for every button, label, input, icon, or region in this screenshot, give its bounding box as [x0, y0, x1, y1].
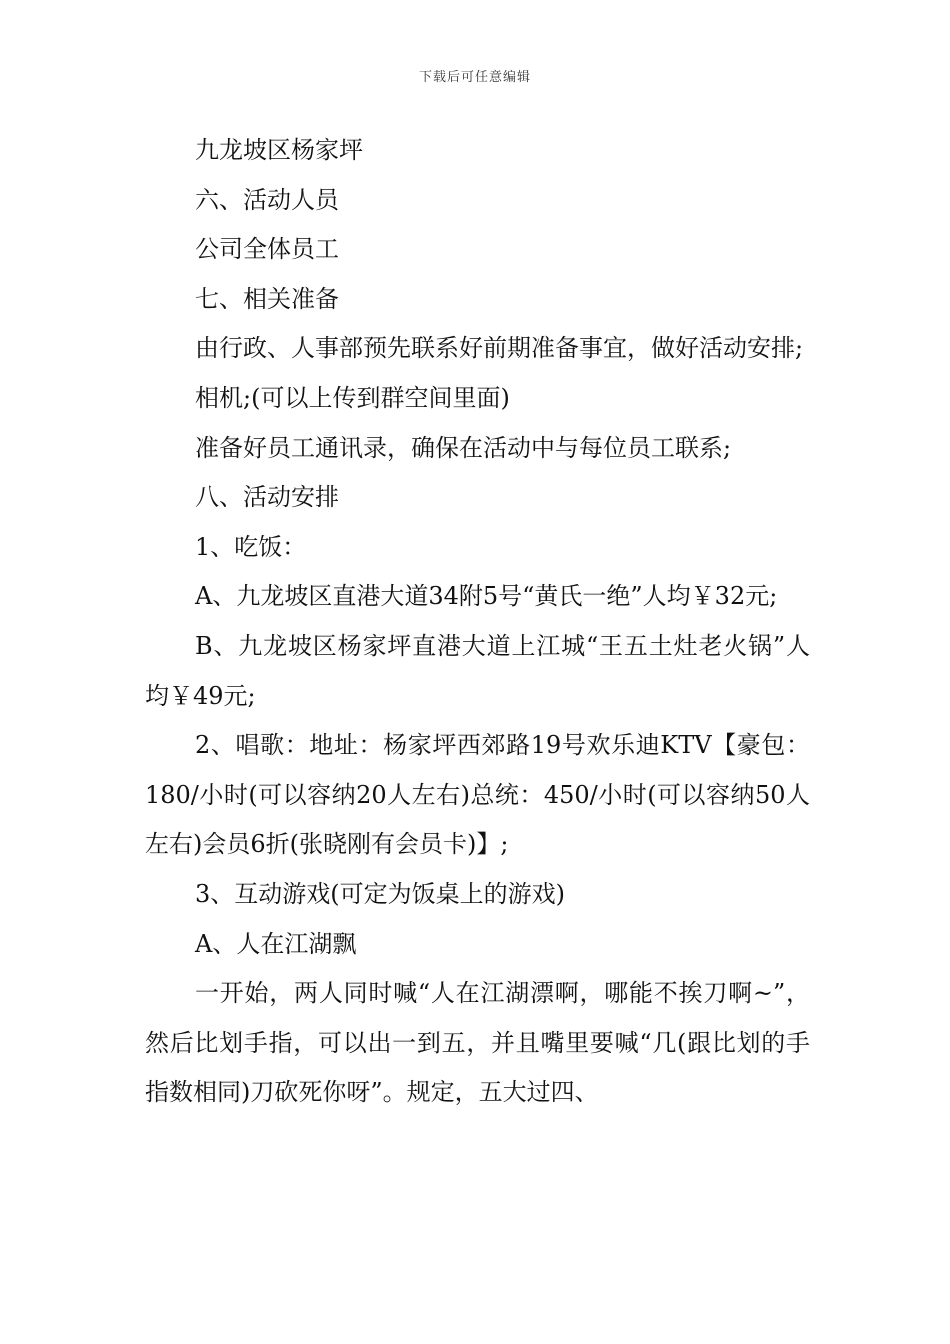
paragraph-participants: 公司全体员工 [195, 235, 339, 264]
paragraph-game-a-rules: 一开始，两人同时喊“人在江湖漂啊，哪能不挨刀啊~”，然后比划手指，可以出一到五，并且嘴里要喊“几(跟比划的手指数相同)刀砍死你呀”。规定，五大过四、 [145, 979, 810, 1107]
document-body [145, 126, 810, 1118]
subheading-game-a: A、人在江湖飘 [195, 929, 357, 958]
paragraph-location: 九龙坡区杨家坪 [195, 136, 363, 164]
paragraph-preparation-admin: 由行政、人事部预先联系好前期准备事宜，做好活动安排; [195, 334, 804, 363]
subheading-games: 3、互动游戏(可定为饭桌上的游戏) [195, 879, 565, 908]
paragraph-preparation-contacts: 准备好员工通讯录，确保在活动中与每位员工联系; [195, 433, 732, 462]
paragraph-preparation-camera: 相机;(可以上传到群空间里面) [195, 383, 510, 412]
paragraph-singing: 2、唱歌：地址：杨家坪西郊路19号欢乐迪KTV【豪包：180/小时(可以容纳20人左右)总统：450/小时(可以容纳50人左右)会员6折(张晓刚有会员卡)】; [145, 731, 810, 859]
paragraph-dining-option-a: A、九龙坡区直港大道34附5号“黄氏一绝”人均￥32元; [195, 582, 778, 611]
subheading-dining: 1、吃饭： [195, 532, 307, 561]
heading-preparation: 七、相关准备 [195, 284, 339, 313]
heading-participants: 六、活动人员 [195, 185, 339, 214]
page-header-note: 下载后可任意编辑 [418, 70, 531, 85]
heading-schedule: 八、活动安排 [195, 483, 339, 512]
paragraph-dining-option-b: B、九龙坡区杨家坪直港大道上江城“王五土灶老火锅”人均￥49元; [145, 631, 810, 710]
